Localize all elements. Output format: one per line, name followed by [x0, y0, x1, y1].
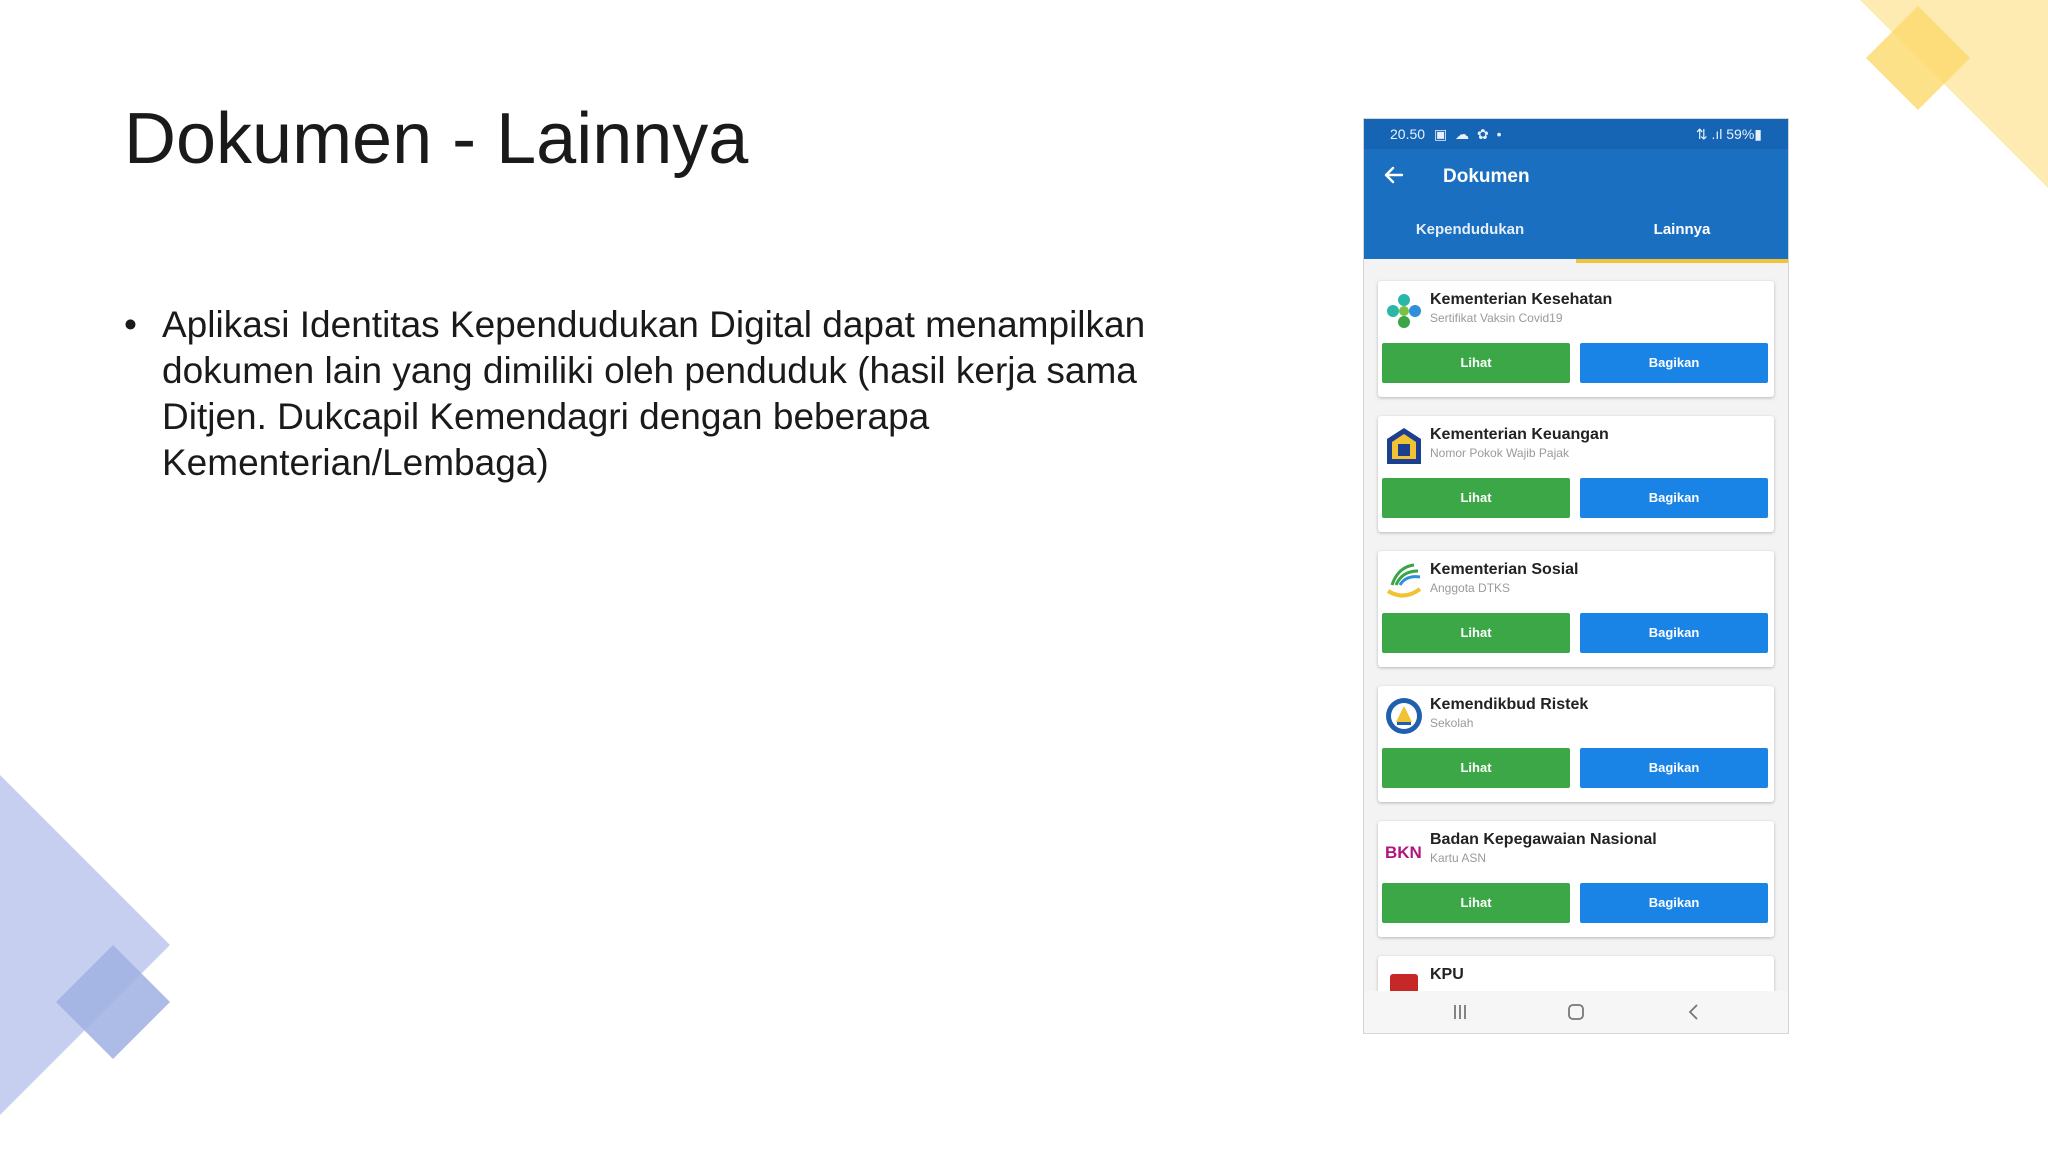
document-list: [1364, 263, 1788, 999]
share-button[interactable]: Bagikan: [1580, 343, 1768, 383]
kemendikbud-logo-icon: [1384, 696, 1424, 736]
kemenkes-logo-icon: [1384, 291, 1424, 331]
status-icons: ▣ ☁ ✿ •: [1434, 126, 1504, 142]
share-button[interactable]: Bagikan: [1580, 883, 1768, 923]
bullet-dot: •: [124, 304, 137, 345]
document-subtitle: Sekolah: [1430, 716, 1474, 730]
recent-apps-icon[interactable]: [1450, 1003, 1470, 1021]
tab-lainnya[interactable]: Lainnya: [1653, 221, 1711, 238]
view-button[interactable]: Lihat: [1382, 478, 1570, 518]
document-subtitle: Sertifikat Vaksin Covid19: [1430, 311, 1563, 325]
share-button[interactable]: Bagikan: [1580, 748, 1768, 788]
kemenkeu-logo-icon: [1384, 426, 1424, 466]
home-icon[interactable]: [1566, 1003, 1586, 1021]
document-title: Kemendikbud Ristek: [1430, 696, 1589, 713]
share-button[interactable]: Bagikan: [1580, 478, 1768, 518]
document-title: KPU: [1430, 966, 1464, 983]
bullet-list: [124, 302, 1234, 486]
document-subtitle: Nomor Pokok Wajib Pajak: [1430, 446, 1569, 460]
android-nav-bar: [1364, 991, 1788, 1033]
phone-screenshot: [1363, 118, 1789, 1034]
view-button[interactable]: Lihat: [1382, 883, 1570, 923]
bullet-text: Aplikasi Identitas Kependudukan Digital dapat menampilkan dokumen lain yang dimiliki oleh penduduk (hasil kerja sama Ditjen. Dukcapil Kemendagri dengan beberapa Kementerian/Lembaga): [162, 304, 1146, 483]
status-bar: [1364, 119, 1788, 149]
bkn-logo-icon: [1384, 831, 1424, 871]
back-nav-icon[interactable]: [1684, 1003, 1704, 1021]
tab-bar: [1364, 205, 1788, 259]
svg-text:BKN: BKN: [1385, 843, 1422, 862]
document-title: Badan Kepegawaian Nasional: [1430, 831, 1657, 848]
kemensos-logo-icon: [1384, 561, 1424, 601]
view-button[interactable]: Lihat: [1382, 613, 1570, 653]
document-title: Kementerian Keuangan: [1430, 426, 1609, 443]
document-subtitle: Anggota DTKS: [1430, 581, 1511, 595]
deco-blue-large: [0, 775, 170, 1115]
app-bar-title: Dokumen: [1443, 166, 1530, 187]
bullet-item: [124, 302, 1234, 486]
slide-title: Dokumen - Lainnya: [124, 99, 749, 179]
app-bar: [1364, 149, 1788, 205]
document-title: Kementerian Kesehatan: [1430, 291, 1613, 308]
document-subtitle: Kartu ASN: [1430, 851, 1487, 865]
status-battery: ⇅ .ıl 59%▮: [1695, 126, 1762, 142]
document-title: Kementerian Sosial: [1430, 561, 1579, 578]
view-button[interactable]: Lihat: [1382, 343, 1570, 383]
document-card-kemensos: [1378, 551, 1774, 667]
share-button[interactable]: Bagikan: [1580, 613, 1768, 653]
document-card-kemenkes: [1378, 281, 1774, 397]
deco-yellow-large: [1860, 0, 2048, 188]
document-card-bkn: [1378, 821, 1774, 937]
view-button[interactable]: Lihat: [1382, 748, 1570, 788]
document-card-kemenkeu: [1378, 416, 1774, 532]
document-card-kemendikbud: [1378, 686, 1774, 802]
status-time: 20.50: [1390, 126, 1426, 142]
back-arrow-icon[interactable]: [1382, 163, 1406, 187]
tab-kependudukan[interactable]: Kependudukan: [1415, 221, 1525, 238]
